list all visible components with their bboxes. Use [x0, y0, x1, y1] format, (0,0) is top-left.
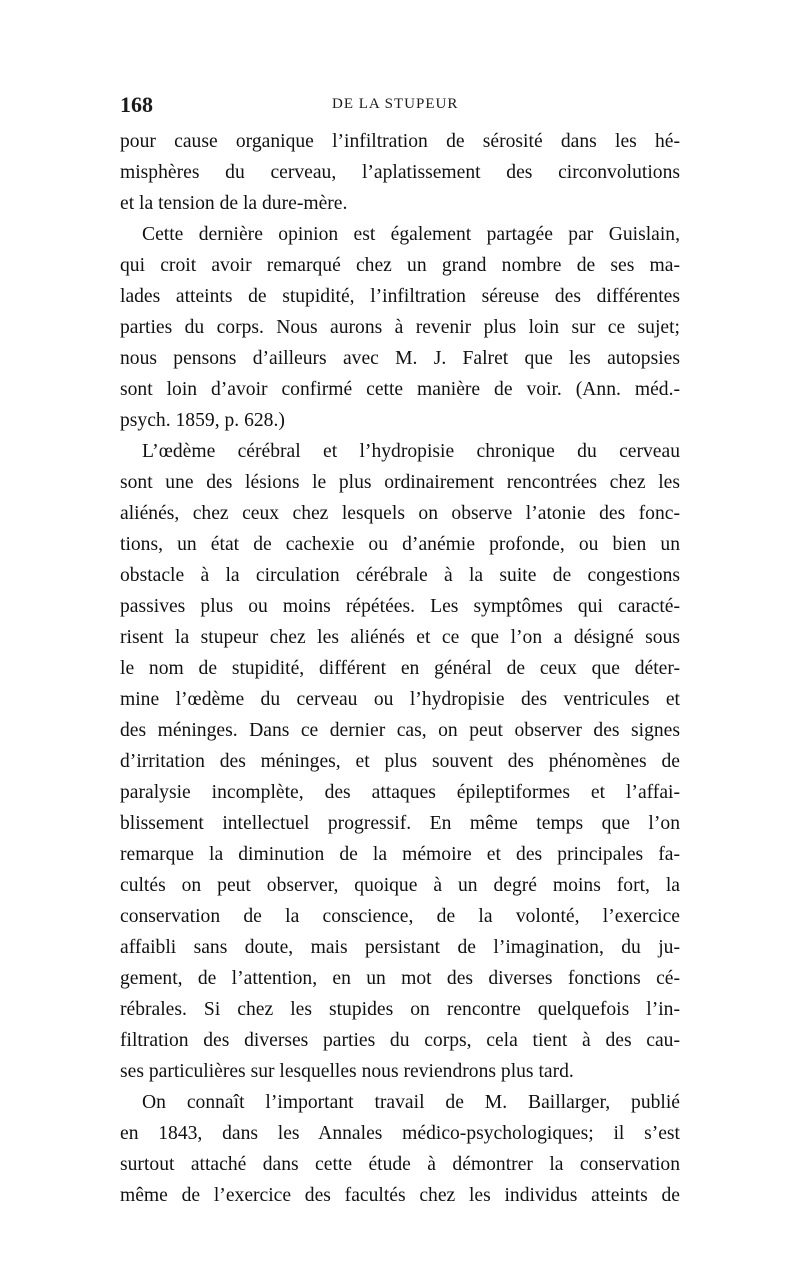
text-line: nous pensons d’ailleurs avec M. J. Falret que les autopsies [120, 348, 680, 369]
text-line: sont loin d’avoir confirmé cette manière de voir. (Ann. méd.- [120, 379, 680, 400]
text-line: lades atteints de stupidité, l’infiltration séreuse des différentes [120, 286, 680, 307]
text-line: et la tension de la dure-mère. [120, 193, 348, 214]
text-line: Cette dernière opinion est également partagée par Guislain, [142, 224, 680, 245]
running-head [120, 92, 680, 116]
page-number: 168 [120, 92, 153, 117]
text-line: tions, un état de cachexie ou d’anémie profonde, ou bien un [120, 534, 680, 555]
text-line: misphères du cerveau, l’aplatissement des circonvolutions [120, 162, 680, 183]
text-line: psych. 1859, p. 628.) [120, 410, 285, 431]
text-line: pour cause organique l’infiltration de sérosité dans les hé- [120, 131, 680, 152]
text-line: blissement intellectuel progressif. En même temps que l’on [120, 813, 680, 834]
text-line: affaibli sans doute, mais persistant de l’imagination, du ju- [120, 937, 680, 958]
text-line: aliénés, chez ceux chez lesquels on observe l’atonie des fonc- [120, 503, 680, 524]
text-line: des méninges. Dans ce dernier cas, on peut observer des signes [120, 720, 680, 741]
text-line: cultés on peut observer, quoique à un degré moins fort, la [120, 875, 680, 896]
text-line: filtration des diverses parties du corps, cela tient à des cau- [120, 1030, 680, 1051]
text-line: paralysie incomplète, des attaques épileptiformes et l’affai- [120, 782, 680, 803]
text-line: conservation de la conscience, de la volonté, l’exercice [120, 906, 680, 927]
text-line: risent la stupeur chez les aliénés et ce que l’on a désigné sous [120, 627, 680, 648]
text-line: rébrales. Si chez les stupides on rencontre quelquefois l’in- [120, 999, 680, 1020]
text-line: passives plus ou moins répétées. Les symptômes qui caracté- [120, 596, 680, 617]
text-line: d’irritation des méninges, et plus souvent des phénomènes de [120, 751, 680, 772]
text-line: le nom de stupidité, différent en général de ceux que déter- [120, 658, 680, 679]
running-title: DE LA STUPEUR [332, 96, 459, 112]
text-line: sont une des lésions le plus ordinairement rencontrées chez les [120, 472, 680, 493]
text-line: parties du corps. Nous aurons à revenir plus loin sur ce sujet; [120, 317, 680, 338]
text-line: surtout attaché dans cette étude à démontrer la conservation [120, 1154, 680, 1175]
text-line: L’œdème cérébral et l’hydropisie chronique du cerveau [142, 441, 680, 462]
text-line: qui croit avoir remarqué chez un grand nombre de ses ma- [120, 255, 680, 276]
text-line: en 1843, dans les Annales médico-psychologiques; il s’est [120, 1123, 680, 1144]
text-line: même de l’exercice des facultés chez les individus atteints de [120, 1185, 680, 1206]
body-text [120, 126, 680, 1211]
text-line: gement, de l’attention, en un mot des diverses fonctions cé- [120, 968, 680, 989]
text-line: obstacle à la circulation cérébrale à la suite de congestions [120, 565, 680, 586]
text-line: remarque la diminution de la mémoire et des principales fa- [120, 844, 680, 865]
text-line: On connaît l’important travail de M. Baillarger, publié [142, 1092, 680, 1113]
text-line: mine l’œdème du cerveau ou l’hydropisie des ventricules et [120, 689, 680, 710]
text-line: ses particulières sur lesquelles nous reviendrons plus tard. [120, 1061, 574, 1082]
